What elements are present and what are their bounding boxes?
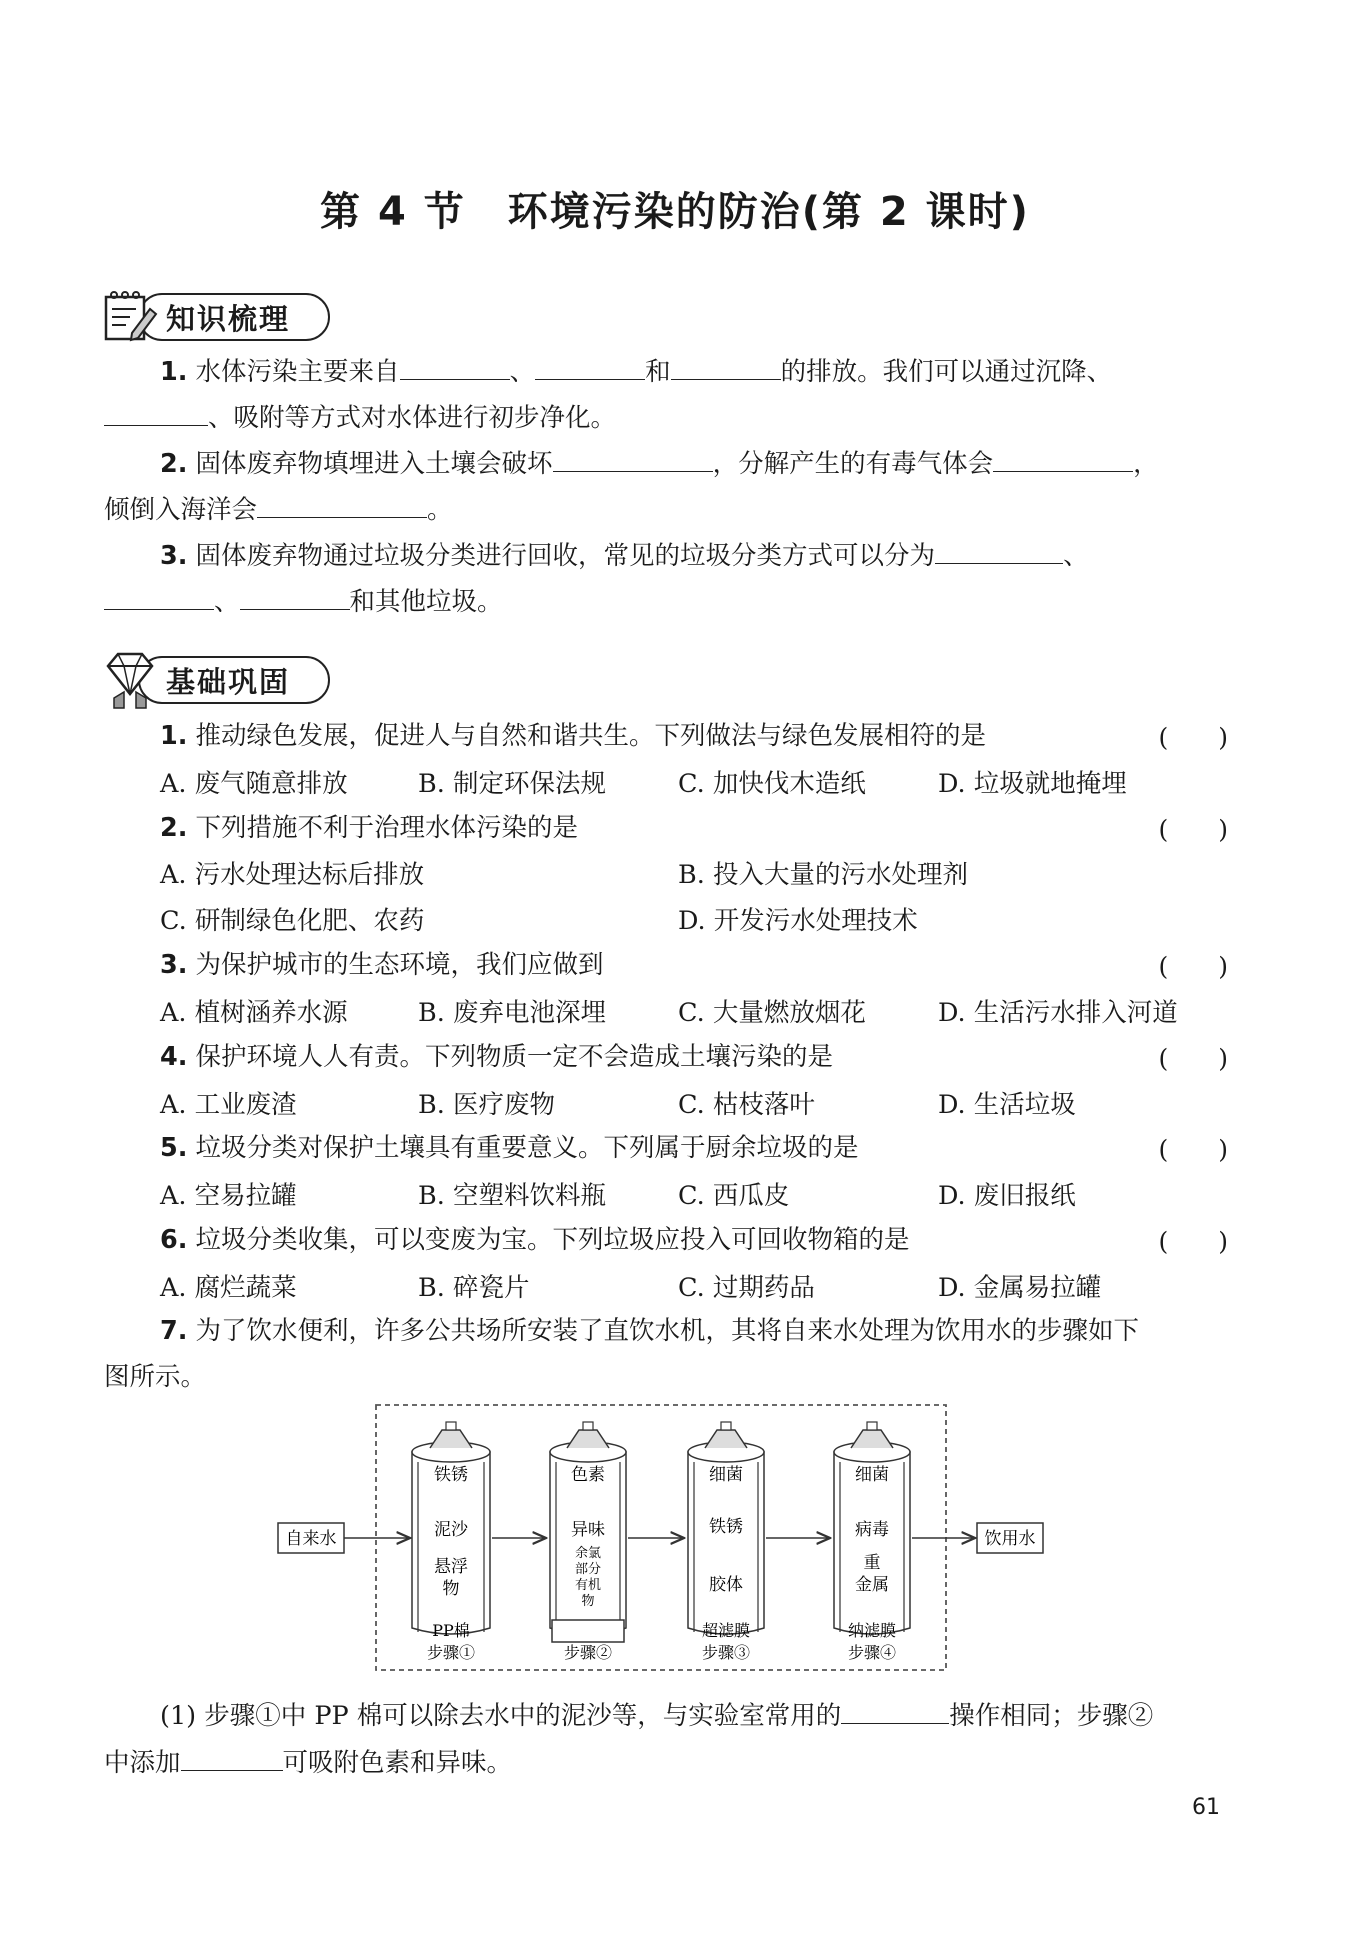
answer-blank[interactable] xyxy=(841,1699,949,1724)
question-text: 固体废弃物填埋进入土壤会破坏 xyxy=(195,449,553,479)
svg-text:泥沙: 泥沙 xyxy=(434,1520,468,1540)
svg-text:金属: 金属 xyxy=(855,1575,889,1595)
svg-text:物: 物 xyxy=(442,1579,460,1599)
answer-blank[interactable] xyxy=(993,447,1133,472)
diamond-icon xyxy=(100,648,160,712)
question-text: 和其他垃圾。 xyxy=(349,587,503,617)
question-text: ， xyxy=(1133,449,1159,479)
section-header-knowledge xyxy=(100,285,340,349)
svg-text:部分: 部分 xyxy=(574,1562,602,1577)
svg-text:铁锈: 铁锈 xyxy=(709,1517,743,1537)
option-c[interactable]: C. 过期药品 xyxy=(678,1273,815,1303)
option-c[interactable]: C. 大量燃放烟花 xyxy=(678,998,866,1028)
knowledge-q1-line1 xyxy=(160,354,1112,390)
question-text: 的排放。我们可以通过沉降、 xyxy=(780,357,1113,387)
section-header-basic xyxy=(100,648,340,712)
svg-text:细菌: 细菌 xyxy=(709,1465,743,1485)
question-number: 2. xyxy=(160,813,188,843)
question-text: ，分解产生的有毒气体会 xyxy=(712,449,994,479)
section-title-knowledge: 知识梳理 xyxy=(166,302,291,336)
svg-text:有机: 有机 xyxy=(574,1578,602,1593)
option-a[interactable]: A. 污水处理达标后排放 xyxy=(160,860,425,890)
question-number: 2. xyxy=(160,449,188,479)
input-label: 自来水 xyxy=(285,1529,337,1549)
svg-text:余氯: 余氯 xyxy=(574,1546,602,1561)
answer-paren[interactable]: ( ) xyxy=(1158,1044,1228,1073)
answer-blank[interactable] xyxy=(240,585,350,610)
option-d[interactable]: D. 生活垃圾 xyxy=(938,1090,1076,1120)
question-text: 推动绿色发展，促进人与自然和谐共生。下列做法与绿色发展相符的是 xyxy=(195,721,987,751)
output-label: 饮用水 xyxy=(984,1529,1036,1549)
answer-blank[interactable] xyxy=(257,493,427,518)
question-1 xyxy=(160,718,986,754)
question-text: 为保护城市的生态环境，我们应做到 xyxy=(195,950,604,980)
svg-text:重: 重 xyxy=(863,1553,881,1573)
svg-text:异味: 异味 xyxy=(571,1520,605,1540)
svg-text:细菌: 细菌 xyxy=(855,1465,889,1485)
option-c[interactable]: C. 西瓜皮 xyxy=(678,1181,790,1211)
question-text: 、 xyxy=(509,357,536,387)
notepad-icon xyxy=(100,285,160,345)
step-label: 步骤② xyxy=(563,1643,613,1662)
filter-column-1 xyxy=(412,1422,490,1662)
answer-blank[interactable] xyxy=(671,355,781,380)
option-a[interactable]: A. 工业废渣 xyxy=(160,1090,297,1120)
answer-blank[interactable] xyxy=(535,355,645,380)
question-text: 可吸附色素和异味。 xyxy=(282,1748,513,1778)
question-7-line1 xyxy=(160,1313,1139,1349)
svg-text:悬浮: 悬浮 xyxy=(434,1557,468,1577)
filter-column-3 xyxy=(688,1422,764,1662)
option-d[interactable]: D. 垃圾就地掩埋 xyxy=(938,769,1127,799)
question-number: 6. xyxy=(160,1225,188,1255)
question-text: 下列措施不利于治理水体污染的是 xyxy=(195,813,579,843)
option-d[interactable]: D. 废旧报纸 xyxy=(938,1181,1076,1211)
option-c[interactable]: C. 研制绿色化肥、农药 xyxy=(160,906,425,936)
answer-paren[interactable]: ( ) xyxy=(1158,1227,1228,1256)
question-text: 垃圾分类对保护土壤具有重要意义。下列属于厨余垃圾的是 xyxy=(195,1133,859,1163)
question-text: 倾倒入海洋会 xyxy=(104,495,258,525)
question-5 xyxy=(160,1130,859,1166)
filter-name: 超滤膜 xyxy=(701,1621,751,1640)
option-a[interactable]: A. 空易拉罐 xyxy=(160,1181,297,1211)
question-7-sub1-line2 xyxy=(104,1745,512,1781)
filter-name: 纳滤膜 xyxy=(847,1621,897,1640)
option-d[interactable]: D. 金属易拉罐 xyxy=(938,1273,1102,1303)
answer-paren[interactable]: ( ) xyxy=(1158,815,1228,844)
option-c[interactable]: C. 加快伐木造纸 xyxy=(678,769,866,799)
step-label: 步骤④ xyxy=(847,1643,897,1662)
question-number: 1. xyxy=(160,357,188,387)
answer-blank[interactable] xyxy=(104,585,214,610)
knowledge-q3-line2 xyxy=(104,584,503,620)
page-title: 第 4 节 环境污染的防治(第 2 课时) xyxy=(320,189,1030,235)
option-b[interactable]: B. 医疗废物 xyxy=(418,1090,555,1120)
answer-blank[interactable] xyxy=(935,539,1063,564)
question-number: 3. xyxy=(160,950,188,980)
answer-paren[interactable]: ( ) xyxy=(1158,723,1228,752)
option-b[interactable]: B. 制定环保法规 xyxy=(418,769,606,799)
svg-text:铁锈: 铁锈 xyxy=(434,1465,468,1485)
svg-text:物: 物 xyxy=(581,1594,595,1609)
question-number: 4. xyxy=(160,1042,188,1072)
knowledge-q1-line2 xyxy=(104,400,616,436)
question-text: 保护环境人人有责。下列物质一定不会造成土壤污染的是 xyxy=(195,1042,834,1072)
question-text: 、 xyxy=(1063,541,1089,571)
question-text: (1) 步骤①中 PP 棉可以除去水中的泥沙等，与实验室常用的 xyxy=(160,1701,842,1731)
question-text: 。 xyxy=(427,495,453,525)
question-text: 水体污染主要来自 xyxy=(195,357,400,387)
page-number: 61 xyxy=(1192,1795,1220,1820)
answer-blank[interactable] xyxy=(400,355,510,380)
knowledge-q3-line1 xyxy=(160,538,1089,574)
filter-column-4 xyxy=(834,1422,910,1662)
option-b[interactable]: B. 空塑料饮料瓶 xyxy=(418,1181,606,1211)
question-text: 、吸附等方式对水体进行初步净化。 xyxy=(208,403,617,433)
question-text: 固体废弃物通过垃圾分类进行回收，常见的垃圾分类方式可以分为 xyxy=(195,541,936,571)
svg-text:胶体: 胶体 xyxy=(709,1575,743,1595)
answer-blank[interactable] xyxy=(553,447,713,472)
step-label: 步骤③ xyxy=(701,1643,751,1662)
option-a[interactable]: A. 腐烂蔬菜 xyxy=(160,1273,297,1303)
knowledge-q2-line1 xyxy=(160,446,1159,482)
option-a[interactable]: A. 植树涵养水源 xyxy=(160,998,348,1028)
question-text: 垃圾分类收集，可以变废为宝。下列垃圾应投入可回收物箱的是 xyxy=(195,1225,910,1255)
answer-blank[interactable] xyxy=(181,1746,283,1771)
svg-text:色素: 色素 xyxy=(571,1465,605,1485)
question-7-sub1-line1 xyxy=(160,1698,1153,1734)
option-d[interactable]: D. 生活污水排入河道 xyxy=(938,998,1178,1028)
option-b[interactable]: B. 碎瓷片 xyxy=(418,1273,530,1303)
question-3 xyxy=(160,947,604,983)
question-4 xyxy=(160,1039,833,1075)
filter-name: PP棉 xyxy=(432,1621,470,1640)
svg-text:病毒: 病毒 xyxy=(855,1520,889,1540)
question-2 xyxy=(160,810,578,846)
question-number: 3. xyxy=(160,541,188,571)
water-purification-diagram xyxy=(270,1400,1080,1690)
option-b[interactable]: B. 投入大量的污水处理剂 xyxy=(678,860,968,890)
question-text: 和 xyxy=(645,357,671,387)
option-d[interactable]: D. 开发污水处理技术 xyxy=(678,906,918,936)
answer-paren[interactable]: ( ) xyxy=(1158,1135,1228,1164)
option-a[interactable]: A. 废气随意排放 xyxy=(160,769,348,799)
step-label: 步骤① xyxy=(426,1643,476,1662)
filter-column-2 xyxy=(550,1422,626,1662)
step2-blank-box[interactable] xyxy=(552,1620,624,1642)
question-number: 7. xyxy=(160,1316,188,1346)
question-6 xyxy=(160,1222,910,1258)
question-text: 、 xyxy=(214,587,240,617)
knowledge-q2-line2 xyxy=(104,492,453,528)
question-text: 操作相同；步骤② xyxy=(949,1701,1154,1731)
answer-paren[interactable]: ( ) xyxy=(1158,952,1228,981)
option-c[interactable]: C. 枯枝落叶 xyxy=(678,1090,815,1120)
question-text: 中添加 xyxy=(104,1748,181,1778)
section-title-basic: 基础巩固 xyxy=(166,665,291,699)
question-7-line2: 图所示。 xyxy=(104,1362,207,1392)
option-b[interactable]: B. 废弃电池深埋 xyxy=(418,998,606,1028)
question-number: 1. xyxy=(160,721,188,751)
question-number: 5. xyxy=(160,1133,188,1163)
answer-blank[interactable] xyxy=(104,401,208,426)
question-text: 为了饮水便利，许多公共场所安装了直饮水机，其将自来水处理为饮用水的步骤如下 xyxy=(195,1316,1140,1346)
